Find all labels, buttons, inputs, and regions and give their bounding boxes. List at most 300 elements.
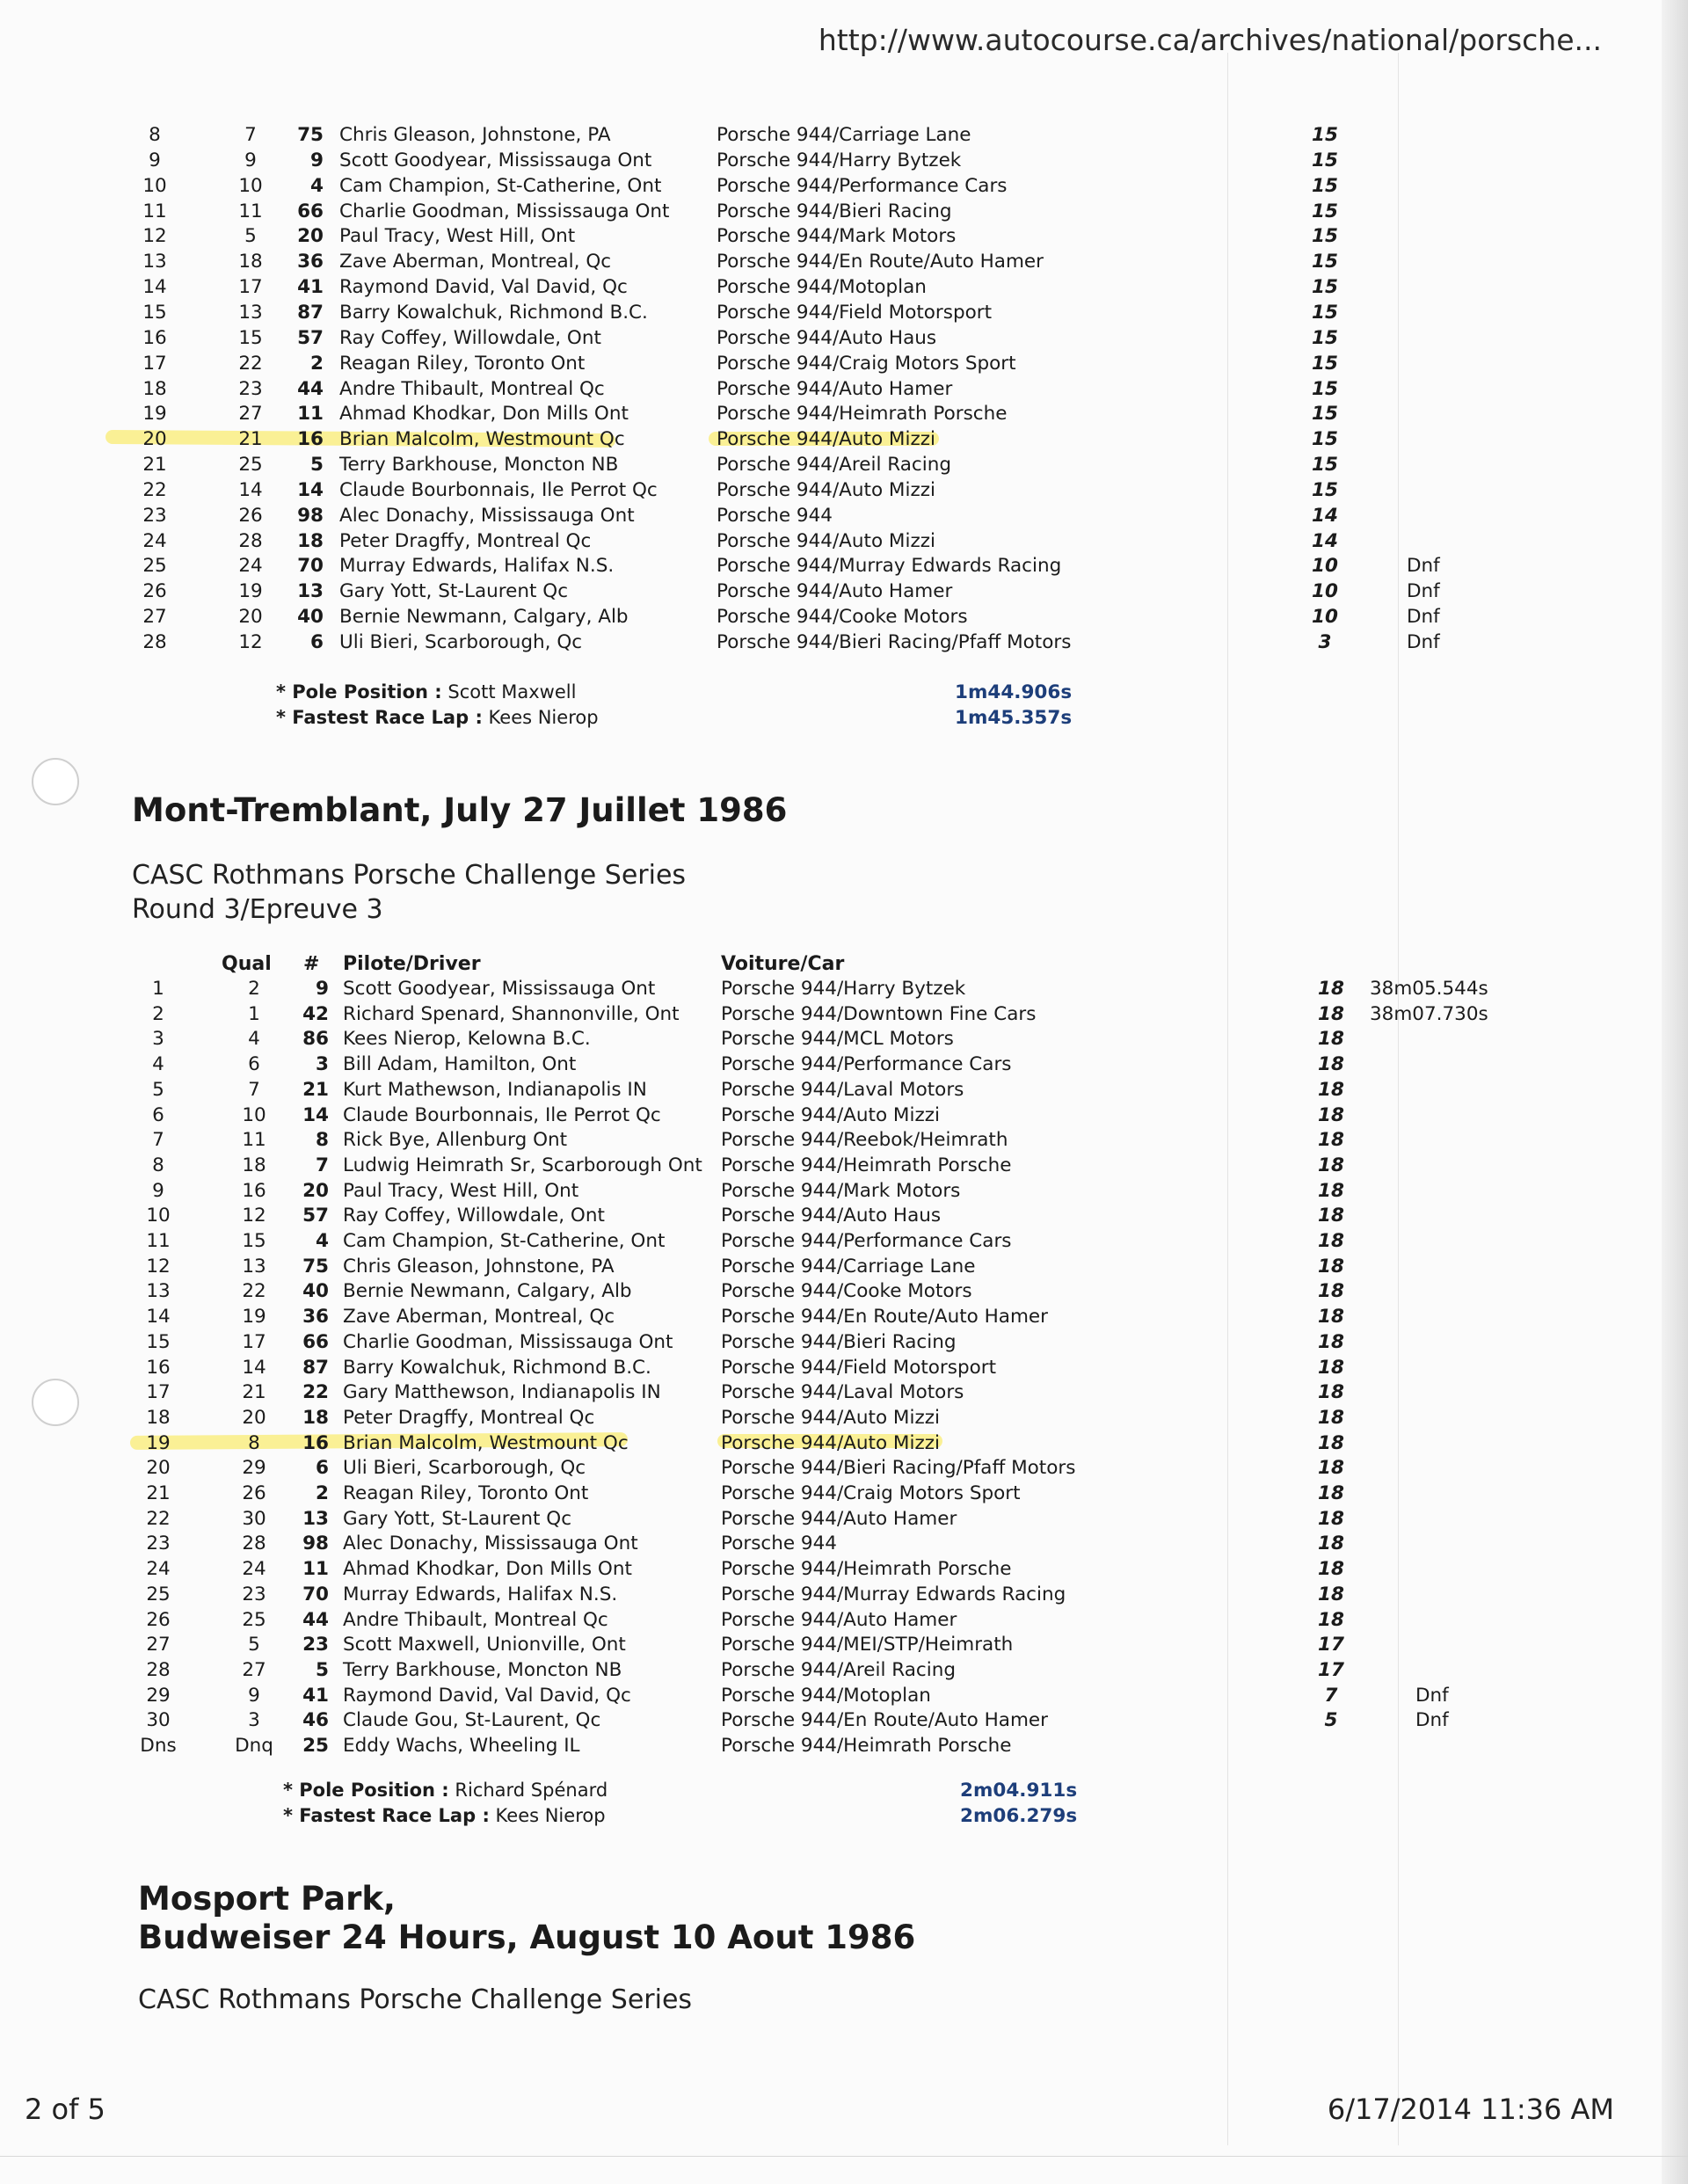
car-number-cell: 6 — [310, 631, 324, 653]
driver-cell: Scott Goodyear, Mississauga Ont — [343, 978, 656, 1000]
qualifying-cell: Dnq — [235, 1735, 273, 1757]
car-cell: Porsche 944/Bieri Racing/Pfaff Motors — [721, 1457, 1076, 1480]
laps-cell: 15 — [1312, 301, 1338, 324]
car-cell: Porsche 944/En Route/Auto Hamer — [721, 1709, 1048, 1732]
driver-cell: Scott Goodyear, Mississauga Ont — [339, 149, 652, 171]
laps-cell: 17 — [1318, 1634, 1344, 1656]
driver-cell: Eddy Wachs, Wheeling IL — [343, 1735, 580, 1757]
car-number-cell: 44 — [297, 377, 324, 400]
table-row — [0, 1278, 1688, 1304]
qualifying-cell: 18 — [238, 251, 263, 273]
position-cell: Dns — [140, 1735, 177, 1757]
driver-cell: Uli Bieri, Scarborough, Qc — [339, 631, 583, 653]
car-number-cell: 57 — [302, 1205, 329, 1227]
qualifying-cell: 21 — [242, 1381, 266, 1404]
qualifying-cell: 28 — [242, 1532, 266, 1555]
driver-cell: Alec Donachy, Mississauga Ont — [339, 504, 635, 527]
car-number-cell: 40 — [297, 606, 324, 629]
car-cell: Porsche 944/Auto Mizzi — [721, 1103, 941, 1126]
car-number-cell: 87 — [297, 301, 324, 324]
position-cell: 15 — [142, 301, 167, 324]
car-cell: Porsche 944/Bieri Racing/Pfaff Motors — [717, 631, 1072, 653]
position-cell: 19 — [142, 403, 167, 426]
laps-cell: 15 — [1312, 403, 1338, 426]
car-cell: Porsche 944/Laval Motors — [721, 1381, 964, 1404]
scan-edge-line — [0, 2156, 1688, 2157]
table-row — [0, 376, 1688, 402]
car-number-cell: 25 — [302, 1735, 329, 1757]
laps-cell: 15 — [1312, 454, 1338, 477]
car-cell: Porsche 944/Mark Motors — [721, 1179, 961, 1202]
laps-cell: 15 — [1312, 276, 1338, 299]
laps-cell: 18 — [1318, 1154, 1344, 1176]
car-cell: Porsche 944/Areil Racing — [721, 1658, 956, 1681]
position-cell: 16 — [142, 326, 167, 349]
driver-cell: Claude Bourbonnais, Ile Perrot Qc — [343, 1103, 661, 1126]
driver-cell: Barry Kowalchuk, Richmond B.C. — [339, 301, 648, 324]
laps-cell: 15 — [1312, 377, 1338, 400]
fastest-lap-label: * Fastest Race Lap : — [283, 1805, 490, 1826]
laps-cell: 18 — [1318, 1457, 1344, 1480]
car-cell: Porsche 944/En Route/Auto Hamer — [717, 251, 1044, 273]
position-cell: 9 — [149, 149, 161, 171]
table-row — [0, 173, 1688, 199]
pole-label: * Pole Position : — [283, 1780, 449, 1801]
driver-cell: Chris Gleason, Johnstone, PA — [343, 1255, 615, 1278]
qualifying-cell: 6 — [248, 1053, 260, 1076]
car-number-cell: 70 — [302, 1583, 329, 1605]
qualifying-cell: 8 — [248, 1431, 260, 1454]
driver-cell: Kurt Mathewson, Indianapolis IN — [343, 1078, 647, 1101]
qualifying-cell: 4 — [248, 1028, 260, 1051]
qualifying-cell: 27 — [242, 1658, 266, 1681]
car-number-cell: 98 — [297, 504, 324, 527]
qualifying-cell: 13 — [242, 1255, 266, 1278]
table-row — [0, 477, 1688, 503]
car-number-cell: 16 — [297, 428, 324, 451]
driver-cell: Zave Aberman, Montreal, Qc — [343, 1306, 615, 1329]
qualifying-cell: 11 — [242, 1129, 266, 1152]
qualifying-cell: 15 — [242, 1230, 266, 1252]
driver-cell: Brian Malcolm, Westmount Qc — [339, 428, 625, 451]
driver-cell: Brian Malcolm, Westmount Qc — [343, 1431, 629, 1454]
qualifying-cell: 24 — [238, 555, 263, 578]
laps-cell: 18 — [1318, 1230, 1344, 1252]
race2-pole-time: 2m04.911s — [960, 1780, 1078, 1802]
laps-cell: 17 — [1318, 1658, 1344, 1681]
position-cell: 21 — [146, 1482, 171, 1504]
table-row — [0, 401, 1688, 426]
qualifying-cell: 25 — [238, 454, 263, 477]
col-header-car: Voiture/Car — [721, 953, 845, 975]
car-cell: Porsche 944/Motoplan — [721, 1684, 931, 1707]
qualifying-cell: 14 — [242, 1356, 266, 1379]
laps-cell: 15 — [1312, 200, 1338, 222]
table-row — [0, 1632, 1688, 1657]
qualifying-cell: 22 — [242, 1280, 266, 1303]
qualifying-cell: 26 — [242, 1482, 266, 1504]
laps-cell: 18 — [1318, 1179, 1344, 1202]
race1-pole-time: 1m44.906s — [955, 681, 1073, 703]
col-header-driver: Pilote/Driver — [343, 953, 481, 975]
laps-cell: 18 — [1318, 1381, 1344, 1404]
qualifying-cell: 12 — [238, 631, 263, 653]
car-cell: Porsche 944/Cooke Motors — [721, 1280, 972, 1303]
car-number-cell: 41 — [297, 276, 324, 299]
table-row — [0, 1127, 1688, 1153]
car-cell: Porsche 944/Performance Cars — [717, 174, 1008, 197]
driver-cell: Gary Yott, St-Laurent Qc — [339, 580, 569, 603]
laps-cell: 18 — [1318, 1002, 1344, 1025]
driver-cell: Uli Bieri, Scarborough, Qc — [343, 1457, 586, 1480]
car-number-cell: 44 — [302, 1608, 329, 1631]
status-cell: Dnf — [1407, 580, 1440, 603]
car-number-cell: 2 — [316, 1482, 329, 1504]
position-cell: 11 — [142, 200, 167, 222]
qualifying-cell: 20 — [242, 1406, 266, 1429]
table-row — [0, 553, 1688, 579]
driver-cell: Ray Coffey, Willowdale, Ont — [343, 1205, 605, 1227]
car-number-cell: 6 — [316, 1457, 329, 1480]
qualifying-cell: 7 — [248, 1078, 260, 1101]
table-row — [0, 199, 1688, 224]
position-cell: 20 — [146, 1457, 171, 1480]
driver-cell: Ahmad Khodkar, Don Mills Ont — [343, 1558, 632, 1581]
laps-cell: 3 — [1318, 631, 1332, 653]
laps-cell: 18 — [1318, 1205, 1344, 1227]
qualifying-cell: 27 — [238, 403, 263, 426]
position-cell: 28 — [142, 631, 167, 653]
position-cell: 19 — [146, 1431, 171, 1454]
fastest-lap-driver: Kees Nierop — [488, 707, 599, 728]
driver-cell: Raymond David, Val David, Qc — [339, 276, 628, 299]
qualifying-cell: 1 — [248, 1002, 260, 1025]
car-number-cell: 4 — [316, 1230, 329, 1252]
laps-cell: 18 — [1318, 1558, 1344, 1581]
car-number-cell: 98 — [302, 1532, 329, 1555]
car-cell: Porsche 944 — [717, 504, 833, 527]
table-row — [0, 1228, 1688, 1254]
position-cell: 5 — [152, 1078, 164, 1101]
table-row — [0, 1203, 1688, 1228]
position-cell: 12 — [146, 1255, 171, 1278]
car-cell: Porsche 944/Carriage Lane — [721, 1255, 976, 1278]
driver-cell: Ahmad Khodkar, Don Mills Ont — [339, 403, 629, 426]
car-number-cell: 11 — [297, 403, 324, 426]
table-row — [0, 1506, 1688, 1532]
qualifying-cell: 19 — [242, 1306, 266, 1329]
laps-cell: 7 — [1324, 1684, 1338, 1707]
laps-cell: 10 — [1312, 555, 1338, 578]
laps-cell: 5 — [1324, 1709, 1338, 1732]
position-cell: 27 — [146, 1634, 171, 1656]
race1-pole-note — [276, 680, 576, 705]
driver-cell: Paul Tracy, West Hill, Ont — [339, 225, 576, 248]
laps-cell: 18 — [1318, 1306, 1344, 1329]
car-number-cell: 16 — [302, 1431, 329, 1454]
laps-cell: 18 — [1318, 1053, 1344, 1076]
car-number-cell: 3 — [316, 1053, 329, 1076]
car-number-cell: 66 — [302, 1330, 329, 1353]
laps-cell: 18 — [1318, 1028, 1344, 1051]
driver-cell: Richard Spenard, Shannonville, Ont — [343, 1002, 680, 1025]
laps-cell: 15 — [1312, 352, 1338, 375]
qualifying-cell: 23 — [238, 377, 263, 400]
qualifying-cell: 21 — [238, 428, 263, 451]
driver-cell: Peter Dragffy, Montreal Qc — [339, 529, 592, 552]
race1-fastest-lap-time: 1m45.357s — [955, 707, 1073, 729]
table-row — [0, 1052, 1688, 1077]
qualifying-cell: 29 — [242, 1457, 266, 1480]
car-number-cell: 18 — [302, 1406, 329, 1429]
laps-cell: 10 — [1312, 580, 1338, 603]
table-row — [0, 1607, 1688, 1633]
position-cell: 12 — [142, 225, 167, 248]
position-cell: 13 — [142, 251, 167, 273]
car-cell: Porsche 944/Heimrath Porsche — [721, 1154, 1012, 1176]
position-cell: 14 — [142, 276, 167, 299]
car-cell: Porsche 944/Auto Hamer — [721, 1507, 957, 1530]
driver-cell: Ray Coffey, Willowdale, Ont — [339, 326, 601, 349]
race3-title-line1: Mosport Park, — [138, 1880, 396, 1918]
driver-cell: Kees Nierop, Kelowna B.C. — [343, 1028, 591, 1051]
car-cell: Porsche 944/MEI/STP/Heimrath — [721, 1634, 1014, 1656]
qualifying-cell: 16 — [242, 1179, 266, 1202]
car-number-cell: 13 — [302, 1507, 329, 1530]
position-cell: 20 — [142, 428, 167, 451]
laps-cell: 18 — [1318, 1255, 1344, 1278]
table-row — [0, 1707, 1688, 1733]
qualifying-cell: 22 — [238, 352, 263, 375]
position-cell: 9 — [152, 1179, 164, 1202]
col-header-number: # — [303, 953, 320, 975]
qualifying-cell: 18 — [242, 1154, 266, 1176]
car-cell: Porsche 944/Field Motorsport — [717, 301, 993, 324]
laps-cell: 15 — [1312, 428, 1338, 451]
qualifying-cell: 10 — [242, 1103, 266, 1126]
laps-cell: 18 — [1318, 1103, 1344, 1126]
driver-cell: Murray Edwards, Halifax N.S. — [339, 555, 615, 578]
car-number-cell: 22 — [302, 1381, 329, 1404]
position-cell: 29 — [146, 1684, 171, 1707]
driver-cell: Alec Donachy, Mississauga Ont — [343, 1532, 638, 1555]
race1-fastest-lap-note — [276, 705, 599, 731]
table-row — [0, 1077, 1688, 1103]
car-cell: Porsche 944/Field Motorsport — [721, 1356, 997, 1379]
car-number-cell: 23 — [302, 1634, 329, 1656]
table-row — [0, 1254, 1688, 1279]
car-cell: Porsche 944/Areil Racing — [717, 454, 951, 477]
car-number-cell: 14 — [297, 478, 324, 501]
table-row — [0, 1481, 1688, 1506]
car-number-cell: 5 — [310, 454, 324, 477]
position-cell: 17 — [142, 352, 167, 375]
car-cell: Porsche 944/Heimrath Porsche — [717, 403, 1008, 426]
race2-title: Mont-Tremblant, July 27 Juillet 1986 — [132, 791, 788, 829]
qualifying-cell: 10 — [238, 174, 263, 197]
table-row — [0, 426, 1688, 452]
fastest-lap-driver: Kees Nierop — [495, 1805, 606, 1826]
table-row — [0, 1657, 1688, 1683]
status-cell: Dnf — [1407, 555, 1440, 578]
table-row — [0, 1455, 1688, 1481]
qualifying-cell: 17 — [242, 1330, 266, 1353]
car-cell: Porsche 944/Auto Haus — [721, 1205, 942, 1227]
car-number-cell: 40 — [302, 1280, 329, 1303]
qualifying-cell: 19 — [238, 580, 263, 603]
position-cell: 26 — [146, 1608, 171, 1631]
table-row — [0, 604, 1688, 630]
car-number-cell: 18 — [297, 529, 324, 552]
laps-cell: 18 — [1318, 1482, 1344, 1504]
position-cell: 2 — [152, 1002, 164, 1025]
qualifying-cell: 5 — [248, 1634, 260, 1656]
table-row — [0, 1531, 1688, 1556]
status-cell: Dnf — [1407, 606, 1440, 629]
car-cell: Porsche 944/Auto Hamer — [717, 580, 953, 603]
car-cell: Porsche 944/Performance Cars — [721, 1230, 1012, 1252]
race2-fastest-lap-time: 2m06.279s — [960, 1805, 1078, 1827]
car-cell: Porsche 944/Harry Bytzek — [721, 978, 966, 1000]
car-number-cell: 57 — [297, 326, 324, 349]
qualifying-cell: 24 — [242, 1558, 266, 1581]
table-row — [0, 325, 1688, 351]
status-cell: Dnf — [1415, 1684, 1449, 1707]
laps-cell: 18 — [1318, 1129, 1344, 1152]
car-number-cell: 36 — [297, 251, 324, 273]
position-cell: 1 — [152, 978, 164, 1000]
table-row — [0, 452, 1688, 477]
car-cell: Porsche 944/Heimrath Porsche — [721, 1558, 1012, 1581]
car-number-cell: 46 — [302, 1709, 329, 1732]
driver-cell: Chris Gleason, Johnstone, PA — [339, 124, 611, 146]
pole-label: * Pole Position : — [276, 681, 442, 703]
laps-cell: 18 — [1318, 1431, 1344, 1454]
car-number-cell: 20 — [302, 1179, 329, 1202]
table-row — [0, 1329, 1688, 1355]
driver-cell: Ludwig Heimrath Sr, Scarborough Ont — [343, 1154, 702, 1176]
laps-cell: 15 — [1312, 225, 1338, 248]
table-row — [0, 1001, 1688, 1027]
car-number-cell: 2 — [310, 352, 324, 375]
table-row — [0, 249, 1688, 274]
table-row — [0, 1733, 1688, 1758]
laps-cell: 18 — [1318, 1330, 1344, 1353]
position-cell: 16 — [146, 1356, 171, 1379]
table-row — [0, 1582, 1688, 1607]
car-cell: Porsche 944/En Route/Auto Hamer — [721, 1306, 1048, 1329]
race2-pole-note — [283, 1778, 608, 1803]
table-row — [0, 1431, 1688, 1456]
status-cell: Dnf — [1415, 1709, 1449, 1732]
laps-cell: 18 — [1318, 1532, 1344, 1555]
qualifying-cell: 25 — [242, 1608, 266, 1631]
laps-cell: 14 — [1312, 504, 1338, 527]
qualifying-cell: 13 — [238, 301, 263, 324]
driver-cell: Barry Kowalchuk, Richmond B.C. — [343, 1356, 651, 1379]
position-cell: 24 — [142, 529, 167, 552]
car-cell: Porsche 944 — [721, 1532, 837, 1555]
position-cell: 13 — [146, 1280, 171, 1303]
driver-cell: Murray Edwards, Halifax N.S. — [343, 1583, 618, 1605]
car-number-cell: 66 — [297, 200, 324, 222]
driver-cell: Raymond David, Val David, Qc — [343, 1684, 631, 1707]
car-cell: Porsche 944/Auto Mizzi — [721, 1406, 941, 1429]
table-row — [0, 148, 1688, 173]
driver-cell: Terry Barkhouse, Moncton NB — [343, 1658, 622, 1681]
position-cell: 6 — [152, 1103, 164, 1126]
position-cell: 7 — [152, 1129, 164, 1152]
driver-cell: Gary Matthewson, Indianapolis IN — [343, 1381, 661, 1404]
race-time-cell: 38m07.730s — [1370, 1002, 1488, 1025]
laps-cell: 18 — [1318, 1406, 1344, 1429]
race2-table-header — [0, 951, 1688, 978]
position-cell: 10 — [142, 174, 167, 197]
table-row — [0, 503, 1688, 528]
car-cell: Porsche 944/Performance Cars — [721, 1053, 1012, 1076]
laps-cell: 15 — [1312, 326, 1338, 349]
position-cell: 18 — [146, 1406, 171, 1429]
pole-driver: Scott Maxwell — [447, 681, 577, 703]
car-number-cell: 21 — [302, 1078, 329, 1101]
car-cell: Porsche 944/Mark Motors — [717, 225, 957, 248]
header-url: http://www.autocourse.ca/archives/national/porsche... — [818, 23, 1602, 57]
qualifying-cell: 30 — [242, 1507, 266, 1530]
car-cell: Porsche 944/Auto Mizzi — [721, 1431, 941, 1454]
qualifying-cell: 17 — [238, 276, 263, 299]
car-cell: Porsche 944/Auto Mizzi — [717, 478, 936, 501]
fastest-lap-label: * Fastest Race Lap : — [276, 707, 483, 728]
qualifying-cell: 23 — [242, 1583, 266, 1605]
position-cell: 23 — [146, 1532, 171, 1555]
table-row — [0, 351, 1688, 376]
table-row — [0, 1178, 1688, 1204]
car-number-cell: 13 — [297, 580, 324, 603]
position-cell: 22 — [142, 478, 167, 501]
position-cell: 25 — [146, 1583, 171, 1605]
table-row — [0, 1405, 1688, 1431]
car-cell: Porsche 944/Auto Mizzi — [717, 428, 936, 451]
position-cell: 15 — [146, 1330, 171, 1353]
qualifying-cell: 2 — [248, 978, 260, 1000]
driver-cell: Bernie Newmann, Calgary, Alb — [343, 1280, 632, 1303]
laps-cell: 15 — [1312, 251, 1338, 273]
print-datetime: 6/17/2014 11:36 AM — [1327, 2093, 1614, 2126]
car-cell: Porsche 944/Harry Bytzek — [717, 149, 962, 171]
position-cell: 25 — [142, 555, 167, 578]
car-cell: Porsche 944/Bieri Racing — [721, 1330, 957, 1353]
driver-cell: Paul Tracy, West Hill, Ont — [343, 1179, 579, 1202]
driver-cell: Charlie Goodman, Mississauga Ont — [343, 1330, 673, 1353]
car-cell: Porsche 944/Murray Edwards Racing — [717, 555, 1062, 578]
driver-cell: Andre Thibault, Montreal Qc — [343, 1608, 608, 1631]
qualifying-cell: 9 — [244, 149, 257, 171]
car-cell: Porsche 944/Craig Motors Sport — [721, 1482, 1021, 1504]
driver-cell: Rick Bye, Allenburg Ont — [343, 1129, 568, 1152]
car-cell: Porsche 944/Auto Hamer — [721, 1608, 957, 1631]
status-cell: Dnf — [1407, 631, 1440, 653]
car-cell: Porsche 944/Carriage Lane — [717, 124, 971, 146]
laps-cell: 18 — [1318, 1078, 1344, 1101]
car-number-cell: 7 — [316, 1154, 329, 1176]
car-number-cell: 11 — [302, 1558, 329, 1581]
laps-cell: 18 — [1318, 1608, 1344, 1631]
qualifying-cell: 20 — [238, 606, 263, 629]
position-cell: 11 — [146, 1230, 171, 1252]
car-number-cell: 86 — [302, 1028, 329, 1051]
driver-cell: Gary Yott, St-Laurent Qc — [343, 1507, 572, 1530]
position-cell: 17 — [146, 1381, 171, 1404]
